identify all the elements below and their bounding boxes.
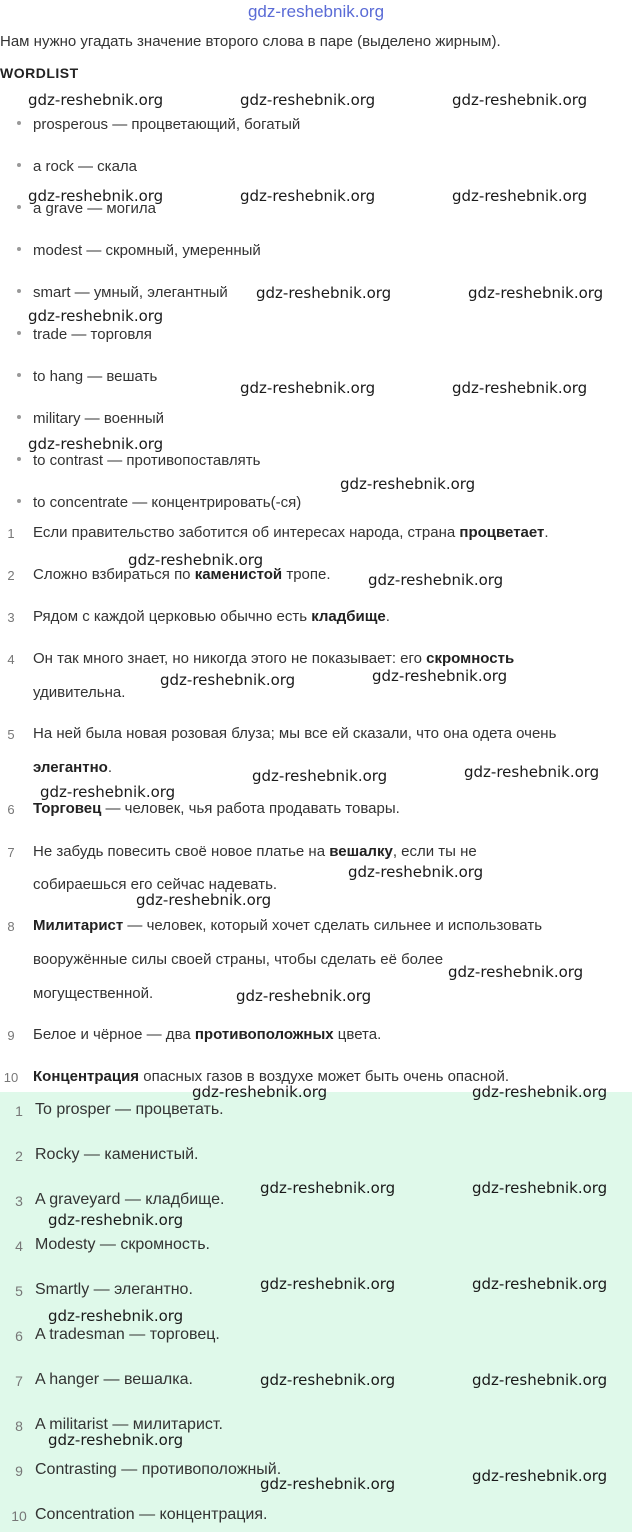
answer-number: 10 — [11, 1508, 27, 1524]
watermark: gdz-reshebnik.org — [236, 987, 372, 1005]
watermark: gdz-reshebnik.org — [48, 1211, 184, 1229]
watermark: gdz-reshebnik.org — [28, 307, 164, 325]
sentence-text: Белое и чёрное — два противоположных цвета. — [33, 1026, 382, 1043]
wordlist-item: a rock — скала — [17, 158, 137, 175]
sentence-number: 7 — [7, 845, 15, 860]
watermark: gdz-reshebnik.org — [160, 671, 296, 689]
watermark: gdz-reshebnik.org — [240, 379, 376, 397]
watermark: gdz-reshebnik.org — [472, 1179, 608, 1197]
sentence-text: Сложно взбираться по каменистой тропе. — [33, 566, 331, 583]
watermark: gdz-reshebnik.org — [260, 1275, 396, 1293]
sentence-text: Рядом с каждой церковью обычно есть кладбище. — [33, 608, 390, 625]
sentence-text: Не забудь повесить своё новое платье на вешалку, если ты не — [33, 843, 477, 860]
wordlist-item: to hang — вешать — [17, 368, 157, 385]
sentence-text-continued: собираешься его сейчас надевать. — [33, 876, 278, 893]
answer-number: 5 — [15, 1283, 23, 1299]
bullet-icon — [17, 289, 21, 293]
answer-number: 4 — [15, 1238, 23, 1254]
sentence-text-continued: удивительна. — [33, 684, 126, 701]
answer-text: A militarist — милитарист. — [35, 1416, 223, 1433]
bullet-icon — [17, 163, 21, 167]
bullet-icon — [17, 499, 21, 503]
intro-text: Нам нужно угадать значение второго слова в паре (выделено жирным). — [0, 33, 501, 50]
bullet-icon — [17, 247, 21, 251]
bullet-icon — [17, 205, 21, 209]
watermark: gdz-reshebnik.org — [192, 1083, 328, 1101]
watermark: gdz-reshebnik.org — [348, 863, 484, 881]
answer-number: 6 — [15, 1328, 23, 1344]
answer-number: 7 — [15, 1373, 23, 1389]
watermark: gdz-reshebnik.org — [260, 1475, 396, 1493]
bullet-icon — [17, 457, 21, 461]
sentence-text: На ней была новая розовая блуза; мы все ей сказали, что она одета очень — [33, 725, 557, 742]
answer-text: Rocky — каменистый. — [35, 1146, 199, 1163]
answer-text: Modesty — скромность. — [35, 1236, 210, 1253]
wordlist-item: modest — скромный, умеренный — [17, 242, 261, 259]
answer-text: A hanger — вешалка. — [35, 1371, 193, 1388]
answer-number: 8 — [15, 1418, 23, 1434]
watermark: gdz-reshebnik.org — [452, 91, 588, 109]
watermark: gdz-reshebnik.org — [472, 1275, 608, 1293]
wordlist-title: WORDLIST — [0, 65, 79, 81]
watermark: gdz-reshebnik.org — [48, 1431, 184, 1449]
sentence-text: Концентрация опасных газов в воздухе может быть очень опасной. — [33, 1068, 510, 1085]
watermark: gdz-reshebnik.org — [468, 284, 604, 302]
sentence-number: 9 — [7, 1028, 15, 1043]
sentence-text: Он так много знает, но никогда этого не показывает: его скромность — [33, 650, 515, 667]
sentence-number: 2 — [7, 568, 15, 583]
watermark: gdz-reshebnik.org — [136, 891, 272, 909]
answer-text: Contrasting — противоположный. — [35, 1461, 282, 1478]
watermark: gdz-reshebnik.org — [472, 1371, 608, 1389]
sentence-number: 8 — [7, 919, 15, 934]
sentence-number: 4 — [7, 652, 15, 667]
watermark: gdz-reshebnik.org — [372, 667, 508, 685]
wordlist-item: military — военный — [17, 410, 164, 427]
watermark: gdz-reshebnik.org — [472, 1083, 608, 1101]
bullet-icon — [17, 415, 21, 419]
watermark: gdz-reshebnik.org — [240, 187, 376, 205]
sentence-text: Торговец — человек, чья работа продавать товары. — [33, 800, 400, 817]
answer-number: 9 — [15, 1463, 23, 1479]
sentence-number: 3 — [7, 610, 15, 625]
watermark: gdz-reshebnik.org — [28, 187, 164, 205]
watermark: gdz-reshebnik.org — [28, 91, 164, 109]
watermark: gdz-reshebnik.org — [48, 1307, 184, 1325]
watermark: gdz-reshebnik.org — [28, 435, 164, 453]
sentence-number: 1 — [7, 526, 15, 541]
wordlist-item: prosperous — процветающий, богатый — [17, 116, 300, 133]
watermark: gdz-reshebnik.org — [128, 551, 264, 569]
watermark: gdz-reshebnik.org — [472, 1467, 608, 1485]
watermark: gdz-reshebnik.org — [464, 763, 600, 781]
wordlist-item: to contrast — противопоставлять — [17, 452, 260, 469]
watermark: gdz-reshebnik.org — [448, 963, 584, 981]
sentence-text-continued: элегантно. — [33, 759, 112, 776]
watermark: gdz-reshebnik.org — [260, 1371, 396, 1389]
answer-text: A graveyard — кладбище. — [35, 1191, 225, 1208]
watermark: gdz-reshebnik.org — [256, 284, 392, 302]
wordlist-item: trade — торговля — [17, 326, 152, 343]
wordlist-item: smart — умный, элегантный — [17, 284, 228, 301]
bullet-icon — [17, 331, 21, 335]
bullet-icon — [17, 373, 21, 377]
sentence-text-continued: вооружённые силы своей страны, чтобы сделать её более — [33, 951, 444, 968]
watermark: gdz-reshebnik.org — [40, 783, 176, 801]
sentence-number: 10 — [3, 1070, 19, 1085]
watermark: gdz-reshebnik.org — [260, 1179, 396, 1197]
sentence-text: Если правительство заботится об интересах народа, страна процветает. — [33, 524, 549, 541]
answer-number: 2 — [15, 1148, 23, 1164]
watermark: gdz-reshebnik.org — [340, 475, 476, 493]
watermark-top: gdz-reshebnik.org — [247, 2, 385, 21]
sentence-text: Милитарист — человек, который хочет сделать сильнее и использовать — [33, 917, 543, 934]
wordlist-item: to concentrate — концентрировать(-ся) — [17, 494, 301, 511]
answer-number: 1 — [15, 1103, 23, 1119]
answer-text: To prosper — процветать. — [35, 1101, 224, 1118]
sentence-text-continued: могущественной. — [33, 985, 154, 1002]
answer-number: 3 — [15, 1193, 23, 1209]
bullet-icon — [17, 121, 21, 125]
watermark: gdz-reshebnik.org — [452, 379, 588, 397]
wordlist-item: a grave — могила — [17, 200, 156, 217]
sentence-number: 6 — [7, 802, 15, 817]
watermark: gdz-reshebnik.org — [452, 187, 588, 205]
answer-text: A tradesman — торговец. — [35, 1326, 220, 1343]
watermark: gdz-reshebnik.org — [368, 571, 504, 589]
watermark: gdz-reshebnik.org — [240, 91, 376, 109]
answer-text: Concentration — концентрация. — [35, 1506, 268, 1523]
sentence-number: 5 — [7, 727, 15, 742]
watermark: gdz-reshebnik.org — [252, 767, 388, 785]
answer-text: Smartly — элегантно. — [35, 1281, 193, 1298]
